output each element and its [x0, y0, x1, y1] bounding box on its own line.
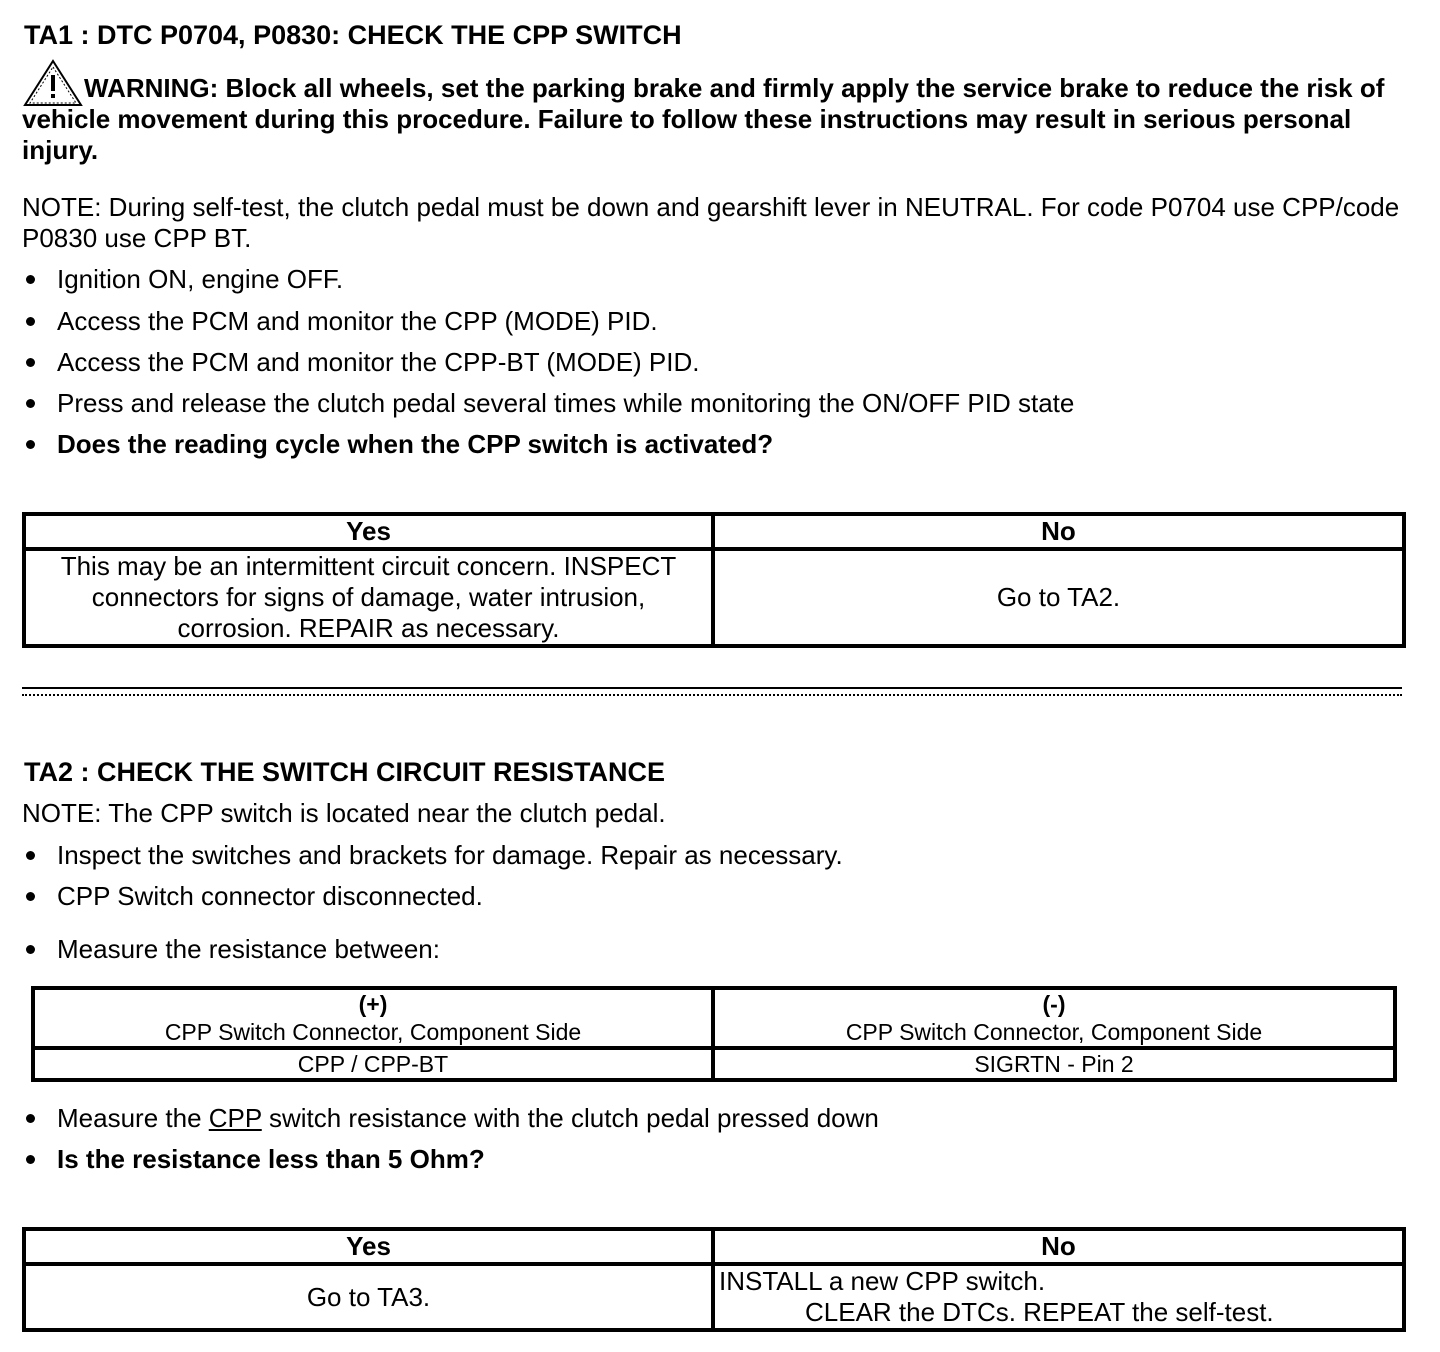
minus-label: CPP Switch Connector, Component Side	[845, 1019, 1263, 1045]
ta2-title: TA2 : CHECK THE SWITCH CIRCUIT RESISTANCE	[24, 757, 665, 787]
ta2-no-line-1: INSTALL a new CPP switch.	[719, 1266, 1046, 1296]
warning-text: WARNING: Block all wheels, set the parking brake and firmly apply the service brake to reduce the risk of vehicle movement during this procedure. Failure to follow these instructions may result in serious personal injury.	[22, 73, 1385, 165]
ta2-no-cell	[713, 1264, 1404, 1330]
warning-triangle-icon	[22, 58, 84, 108]
plus-label: CPP Switch Connector, Component Side	[164, 1019, 582, 1045]
minus-value: SIGRTN - Pin 2	[713, 1048, 1395, 1080]
bullet-icon	[26, 1155, 35, 1164]
ta1-yes-header: Yes	[24, 514, 713, 549]
ta2-yes-cell: Go to TA3.	[24, 1264, 713, 1330]
bullet-icon	[26, 892, 35, 901]
ta1-question: Does the reading cycle when the CPP switch is activated?	[26, 429, 773, 460]
ta2-result-table	[22, 1227, 1406, 1332]
ta1-step-3: Access the PCM and monitor the CPP-BT (MODE) PID.	[26, 347, 699, 378]
ta1-note: NOTE: During self-test, the clutch pedal must be down and gearshift lever in NEUTRAL. For code P0704 use CPP/code P0830 use CPP BT.	[22, 192, 1400, 253]
ta1-no-header: No	[713, 514, 1404, 549]
ta1-title: TA1 : DTC P0704, P0830: CHECK THE CPP SWITCH	[24, 20, 682, 50]
measure-table	[31, 986, 1397, 1082]
bullet-icon	[26, 317, 35, 326]
ta2-note: NOTE: The CPP switch is located near the clutch pedal.	[22, 798, 666, 828]
ta1-step-1: Ignition ON, engine OFF.	[26, 264, 343, 295]
bullet-icon	[26, 358, 35, 367]
minus-header	[713, 988, 1395, 1048]
minus-symbol: (-)	[1042, 991, 1066, 1017]
bullet-icon	[26, 851, 35, 860]
ta2-no-line-2: CLEAR the DTCs. REPEAT the self-test.	[805, 1297, 1274, 1327]
ta1-yes-cell: This may be an intermittent circuit concern. INSPECT connectors for signs of damage, water intrusion, corrosion. REPAIR as necessary.	[24, 549, 713, 646]
ta2-yes-header: Yes	[24, 1229, 713, 1264]
bullet-icon	[26, 275, 35, 284]
ta2-question: Is the resistance less than 5 Ohm?	[26, 1144, 485, 1175]
plus-header	[33, 988, 713, 1048]
ta1-result-table	[22, 512, 1406, 648]
bullet-icon	[26, 399, 35, 408]
section-divider	[22, 687, 1402, 696]
bullet-icon	[26, 945, 35, 954]
ta2-step-4: Measure the CPP switch resistance with the clutch pedal pressed down	[26, 1103, 879, 1134]
plus-value: CPP / CPP-BT	[33, 1048, 713, 1080]
ta2-no-header: No	[713, 1229, 1404, 1264]
warning-block	[22, 58, 1422, 166]
ta2-step-2: CPP Switch connector disconnected.	[26, 881, 483, 912]
ta1-no-cell: Go to TA2.	[713, 549, 1404, 646]
cpp-link[interactable]: CPP	[208, 1103, 262, 1133]
ta1-step-2: Access the PCM and monitor the CPP (MODE) PID.	[26, 306, 658, 337]
ta2-step-1: Inspect the switches and brackets for damage. Repair as necessary.	[26, 840, 843, 871]
bullet-icon	[26, 1114, 35, 1123]
bullet-icon	[26, 440, 35, 449]
plus-symbol: (+)	[358, 991, 388, 1017]
ta1-step-4: Press and release the clutch pedal several times while monitoring the ON/OFF PID state	[26, 388, 1074, 419]
ta2-step-3: Measure the resistance between:	[26, 934, 440, 965]
